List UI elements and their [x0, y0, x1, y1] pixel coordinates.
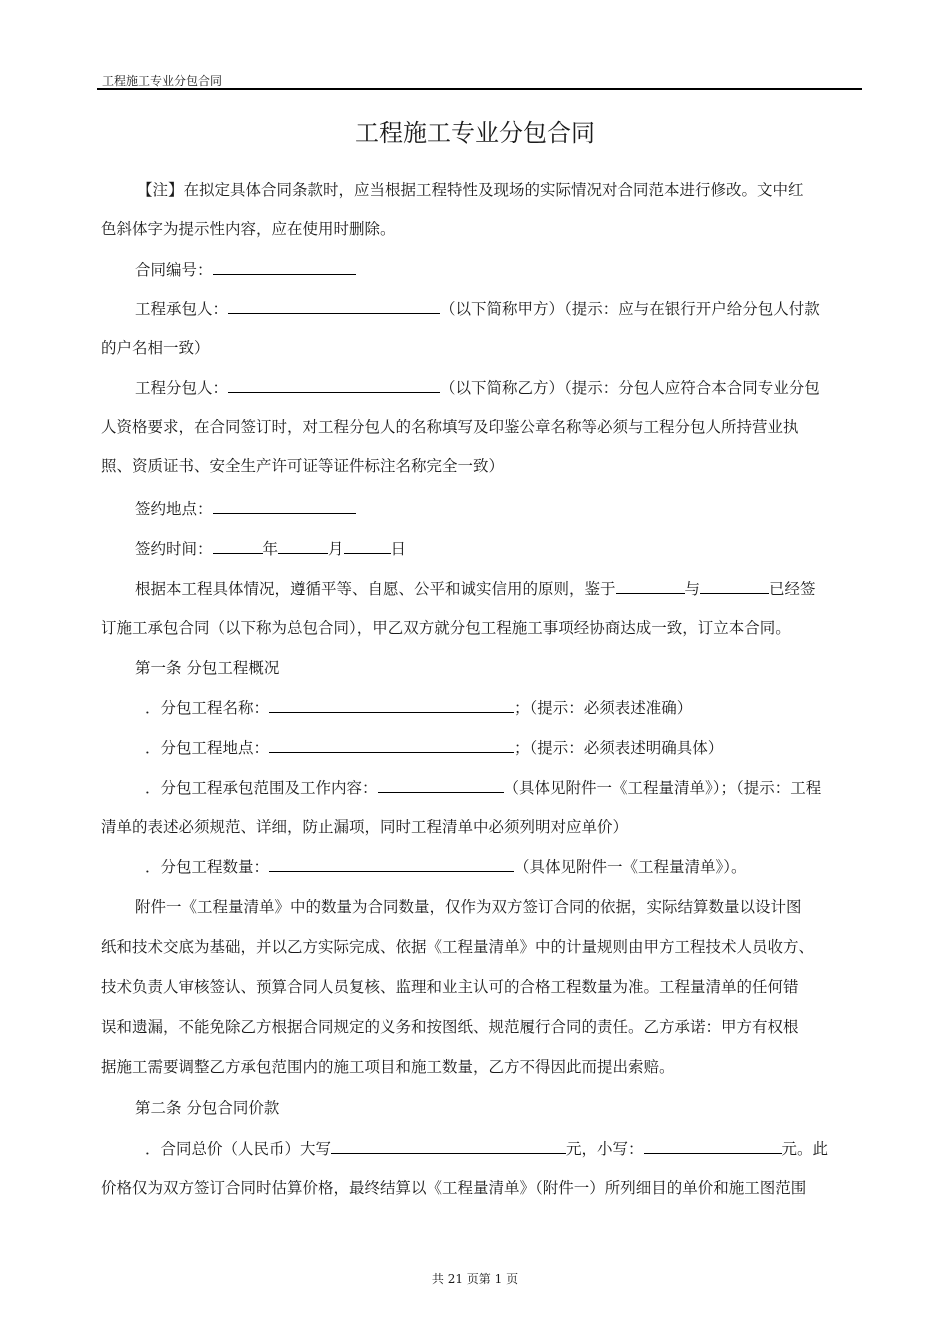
article-1-item-3-cont: 清单的表述必须规范、详细，防止漏项，同时工程清单中必须列明对应单价） — [101, 818, 629, 836]
article-1-item-4 — [145, 856, 747, 877]
item-4-label: ．分包工程数量： — [145, 858, 270, 876]
article-1-item-2 — [145, 737, 723, 758]
item-1-hint: ；（提示：必须表述准确） — [514, 699, 693, 717]
article-2-item-1 — [145, 1138, 828, 1159]
subcontractor-hint: （以下简称乙方）（提示：分包人应符合本合同专业分包 — [440, 379, 820, 397]
article-2-item-1-cont: 价格仅为双方签订合同时估算价格，最终结算以《工程量清单》（附件一）所列细目的单价和施工图范围 — [101, 1179, 807, 1197]
header-rule — [97, 88, 862, 90]
project-name-blank[interactable] — [269, 697, 514, 713]
price-mid-label: 元，小写： — [566, 1140, 644, 1158]
preamble-text-c: 已经签 — [769, 580, 816, 598]
article-1-item-3 — [145, 777, 821, 798]
item-1-label: ．分包工程名称： — [145, 699, 270, 717]
document-title: 工程施工专业分包合同 — [355, 119, 595, 147]
article-2-heading: 第二条 分包合同价款 — [135, 1099, 280, 1117]
running-header: 工程施工专业分包合同 — [102, 74, 223, 88]
note-line-1: 【注】在拟定具体合同条款时，应当根据工程特性及现场的实际情况对合同范本进行修改。文中红 — [137, 181, 804, 199]
sign-place-row — [135, 498, 356, 519]
price-figures-blank[interactable] — [644, 1138, 782, 1154]
sign-place-blank[interactable] — [213, 498, 356, 514]
item-3-label: ．分包工程承包范围及工作内容： — [145, 779, 378, 797]
sign-year-blank[interactable] — [213, 538, 263, 554]
article-1-para-line-5: 据施工需要调整乙方承包范围内的施工项目和施工数量，乙方不得因此而提出索赔。 — [101, 1058, 675, 1076]
month-label: 月 — [328, 540, 344, 558]
sign-month-blank[interactable] — [278, 538, 328, 554]
subcontractor-row — [135, 377, 820, 398]
subcontractor-label: 工程分包人： — [135, 379, 229, 397]
price-label: ．合同总价（人民币）大写 — [145, 1140, 332, 1158]
article-1-para-line-4: 误和遗漏，不能免除乙方根据合同规定的义务和按图纸、规范履行合同的责任。乙方承诺：甲方有权根 — [101, 1018, 799, 1036]
year-label: 年 — [262, 540, 279, 558]
preamble-line-1 — [135, 578, 816, 599]
preamble-blank-1[interactable] — [616, 578, 685, 594]
contractor-hint: （以下简称甲方）（提示：应与在银行开户给分包人付款 — [440, 300, 820, 318]
project-location-blank[interactable] — [269, 737, 514, 753]
subcontractor-hint-cont-2: 照、资质证书、安全生产许可证等证件标注名称完全一致） — [101, 457, 505, 475]
preamble-text-a: 根据本工程具体情况，遵循平等、自愿、公平和诚实信用的原则，鉴于 — [135, 580, 616, 598]
article-1-para-line-3: 技术负责人审核签认、预算合同人员复核、监理和业主认可的合格工程数量为准。工程量清单的任何错 — [101, 978, 799, 996]
article-1-item-1 — [145, 697, 692, 718]
day-label: 日 — [390, 540, 407, 558]
contract-no-blank[interactable] — [213, 259, 356, 275]
note-line-2: 色斜体字为提示性内容，应在使用时删除。 — [101, 220, 396, 238]
contractor-label: 工程承包人： — [135, 300, 229, 318]
quantity-blank[interactable] — [269, 856, 514, 872]
item-3-hint: （具体见附件一《工程量清单》）；（提示：工程 — [503, 779, 822, 797]
subcontractor-blank[interactable] — [228, 377, 440, 393]
sign-time-label: 签约时间： — [135, 540, 213, 558]
sign-day-blank[interactable] — [344, 538, 391, 554]
article-1-para-line-1: 附件一《工程量清单》中的数量为合同数量，仅作为双方签订合同的依据，实际结算数量以设计图 — [135, 898, 802, 916]
preamble-text-b: 与 — [684, 580, 701, 598]
contract-no-label: 合同编号： — [135, 261, 213, 279]
sign-time-row — [135, 538, 406, 559]
contractor-blank[interactable] — [228, 298, 440, 314]
preamble-line-2: 订施工承包合同（以下称为总包合同），甲乙双方就分包工程施工事项经协商达成一致，订立本合同。 — [101, 619, 791, 637]
price-end-label: 元。此 — [781, 1140, 829, 1158]
subcontractor-hint-cont-1: 人资格要求，在合同签订时，对工程分包人的名称填写及印鉴公章名称等必须与工程分包人所持营业执 — [101, 418, 799, 436]
sign-place-label: 签约地点： — [135, 500, 213, 518]
item-4-hint: （具体见附件一《工程量清单》）。 — [514, 858, 747, 876]
contract-no-row — [135, 259, 356, 280]
preamble-blank-2[interactable] — [700, 578, 769, 594]
article-1-para-line-2: 纸和技术交底为基础，并以乙方实际完成、依据《工程量清单》中的计量规则由甲方工程技术人员收方、 — [101, 938, 815, 956]
scope-blank[interactable] — [378, 777, 504, 793]
article-1-heading: 第一条 分包工程概况 — [135, 659, 280, 677]
price-words-blank[interactable] — [331, 1138, 566, 1154]
contractor-hint-cont: 的户名相一致） — [101, 339, 210, 357]
contractor-row — [135, 298, 820, 319]
item-2-hint: ；（提示：必须表述明确具体） — [514, 739, 724, 757]
item-2-label: ．分包工程地点： — [145, 739, 270, 757]
page-footer: 共 21 页第 1 页 — [431, 1272, 519, 1286]
